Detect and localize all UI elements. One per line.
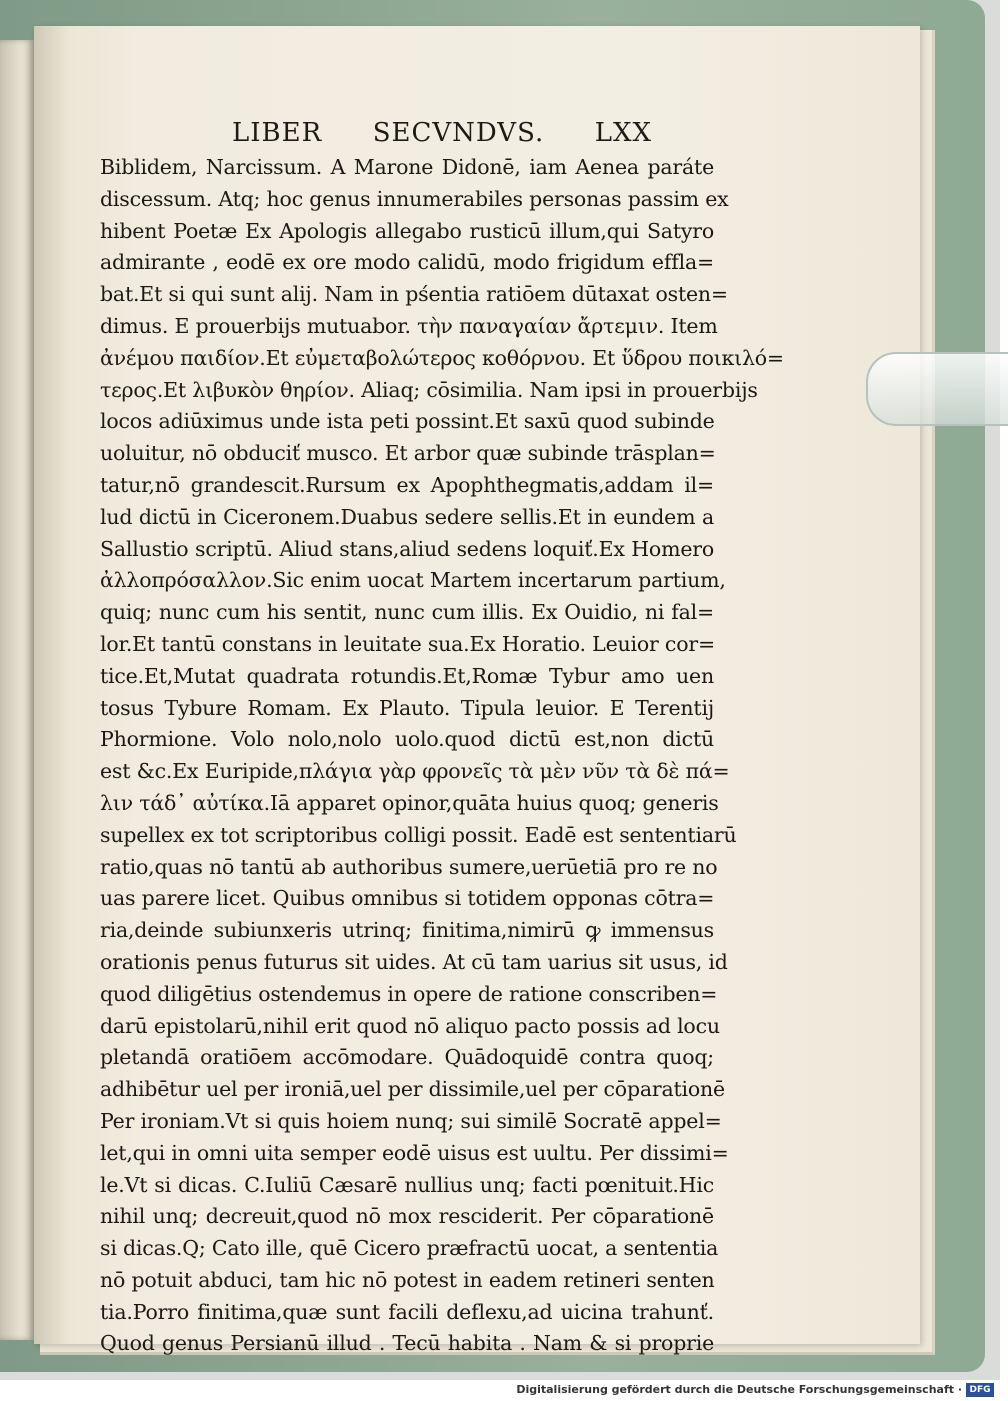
running-head-center: SECVNDVS. <box>372 118 545 148</box>
text-line: supellex ex tot scriptoribus colligi possit. Eadē est sententiarū <box>100 822 737 847</box>
text-line: Quod genus Persianū illud . Tecū habita . Nam & si proprie <box>100 1331 714 1356</box>
text-line: lor.Et tantū constans in leuitate sua.Ex Horatio. Leuior cor= <box>100 631 715 656</box>
text-line: ἀνέμου παιδίον.Et εὐμεταβολώτερος κοθόρνου. Et ὕδρου ποικιλό= <box>100 345 784 370</box>
text-line: nihil unq; decreuit,quod nō mox resciderit. Per cōparationē <box>100 1204 714 1229</box>
text-line: quod diligētius ostendemus in opere de ratione conscriben= <box>100 981 718 1006</box>
text-line: Per ironiam.Vt si quis hoiem nunq; sui similē Socratē appel= <box>100 1108 722 1133</box>
text-block <box>100 152 784 1360</box>
text-line: quiq; nunc cum his sentit, nunc cum illis. Ex Ouidio, ni fal= <box>100 600 714 625</box>
text-line: nō potuit abduci, tam hic nō potest in eadem retineri senten <box>100 1267 715 1292</box>
text-line: Phormione. Volo nolo,nolo uolo.quod dictū est,non dictū <box>100 727 714 752</box>
text-line: tia.Porro finitima,quæ sunt facili deflexu,ad uicina trahunť. <box>100 1299 714 1324</box>
running-head-left: LIBER <box>232 118 323 148</box>
text-line: tosus Tybure Romam. Ex Plauto. Tipula leuior. E Terentij <box>100 695 714 720</box>
facing-page-edge <box>0 40 34 1340</box>
digitization-footer <box>0 1380 1000 1401</box>
text-line: locos adiūximus unde ista peti possint.Et saxū quod subinde <box>100 409 715 434</box>
page-clip <box>866 352 1008 426</box>
text-line: Sallustio scriptū. Aliud stans,aliud sedens loquiť.Ex Homero <box>100 536 714 561</box>
text-line: ria,deinde subiunxeris utrinq; finitima,nimirū ꝙ immensus <box>100 918 714 943</box>
funding-credit: Digitalisierung gefördert durch die Deutsche Forschungsgemeinschaft · <box>516 1383 962 1396</box>
text-line: lud dictū in Ciceronem.Duabus sedere sellis.Et in eundem a <box>100 504 714 529</box>
text-line: adhibētur uel per ironiā,uel per dissimile,uel per cōparationē <box>100 1077 725 1102</box>
text-line: si dicas.Q; Cato ille, quē Cicero præfractū uocat, a sententia <box>100 1236 719 1261</box>
text-line: est &c.Ex Euripide,πλάγια γὰρ φρονεῖς τὰ μὲν νῦν τὰ δὲ πά= <box>100 759 730 784</box>
text-line: λιν τάδ᾽ αὐτίκα.Iā apparet opinor,quāta huius quoq; generis <box>100 790 719 815</box>
text-line: ἀλλοπρόσαλλον.Sic enim uocat Martem incertarum partium, <box>100 568 726 593</box>
text-line: uas parere licet. Quibus omnibus si totidem opponas cōtra= <box>100 886 715 911</box>
text-line: let,qui in omni uita semper eodē uisus est uultu. Per dissimi= <box>100 1140 729 1165</box>
text-line: tice.Et,Mutat quadrata rotundis.Et,Romæ Tybur amo uen <box>100 663 714 688</box>
running-head <box>232 112 652 148</box>
text-line: hibent Poetæ Ex Apologis allegabo rusticū illum,qui Satyro <box>100 218 714 243</box>
text-line: bat.Et si qui sunt alij. Nam in pśentia ratiōem dūtaxat osten= <box>100 282 728 307</box>
text-line: orationis penus futurus sit uides. At cū tam uarius sit usus, id <box>100 949 728 974</box>
text-line: Biblidem, Narcissum. A Marone Didonē, iam Aenea paráte <box>100 155 714 179</box>
text-line: darū epistolarū,nihil erit quod nō aliquo pacto possis ad locu <box>100 1013 720 1038</box>
text-line: pletandā oratiōem accōmodare. Quādoquidē contra quoq; <box>100 1045 714 1070</box>
text-line: dimus. E prouerbijs mutuabor. τὴν παναγαίαν ἄρτεμιν. Item <box>100 313 718 338</box>
text-line: uoluitur, nō obduciť musco. Et arbor quæ subinde trāsplan= <box>100 441 716 466</box>
dfg-logo-icon: DFG <box>966 1383 994 1397</box>
text-line: tatur,nō grandescit.Rursum ex Apophthegmatis,addam il= <box>100 472 714 497</box>
text-line: discessum. Atq; hoc genus innumerabiles personas passim ex <box>100 186 729 211</box>
text-line: ratio,quas nō tantū ab authoribus sumere,uerūetiā pro re no <box>100 854 718 879</box>
text-line: admirante , eodē ex ore modo calidū, modo frigidum effla= <box>100 250 714 275</box>
text-line: le.Vt si dicas. C.Iuliū Cæsarē nullius unq; facti pœnituit.Hic <box>100 1172 714 1197</box>
folio-number: LXX <box>594 118 652 148</box>
text-line: τερος.Et λιβυκὸν θηρίον. Aliaq; cōsimilia. Nam ipsi in prouerbijs <box>100 377 758 402</box>
